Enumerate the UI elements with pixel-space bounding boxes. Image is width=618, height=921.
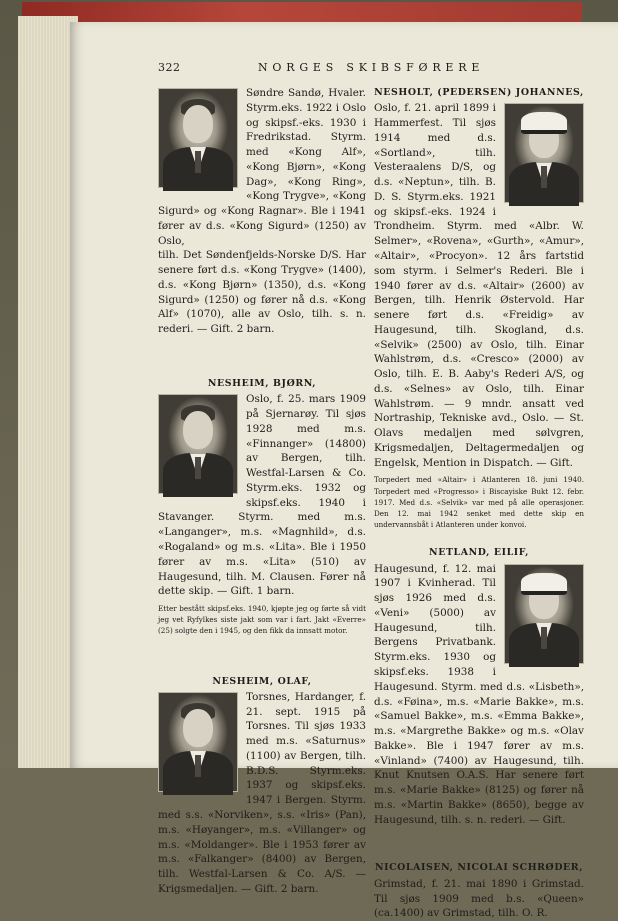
portrait-photo <box>158 88 238 188</box>
entry-nesholt-johannes <box>374 86 584 530</box>
book-page <box>70 22 618 920</box>
entry-name: NESHEIM, OLAF, <box>212 675 312 687</box>
entry-name: NESHEIM, BJØRN, <box>207 378 317 390</box>
entry-text: Oslo, f. 25. mars 1909 på Sjernarøy. Til sjøs 1928 med m.s. «Finnanger» (14800) av Bergen, tilh. Westfal-Larsen & Co. Styrm.eks. 1932 og skipsf.eks. 1940 i Stavanger. Styrm. med m.s. «Langanger», m.s. «Magnhild», d.s. «Rogaland» og m.s. «Lita». Ble i 1950 fører av m.s. «Lita» (510) av Haugesund, tilh. M. Clausen. Fører nå dette skip. — Gift. 1 barn. <box>158 393 366 598</box>
entry-unnamed <box>158 86 366 337</box>
entry-netland-eilif <box>374 546 584 827</box>
entry-text-continued: tilh. Det Søndenfjelds-Norske D/S. Har senere ført d.s. «Kong Trygve» (1400), d.s. «Kong Bjørn» (1350), d.s. «Kong Sigurd» (1250) og fører nå d.s. «Kong Alf» (1070), alle av Oslo, tilh. s. n. rederi. — Gift. 2 barn. <box>158 249 366 336</box>
entry-note: Etter bestått skipsf.eks. 1940, kjøpte jeg og førte så vidt jeg vet Ryfylkes siste jakt som var i fart. Jakt «Everre» (25) solgte den i 1945, og den fikk da innsatt motor. <box>158 604 366 636</box>
entry-note: Torpedert med «Altair» i Atlanteren 18. juni 1940. Torpedert med «Progresso» i Biscayiske Bukt 12. febr. 1917. Med d.s. «Selvik» var med på alle operasjoner. Den 12. mai 1942 senket med dette skip en undervannsbåt i Atlanteren under konvoi. <box>374 475 584 530</box>
entry-text: Haugesund, f. 12. mai 1907 i Kvinherad. Til sjøs 1926 med d.s. «Veni» (5000) av Haugesund, tilh. Bergens Privatbank. Styrm.eks. 1930 og skipsf.eks. 1938 i Haugesund. Styrm. med d.s. «Lisbeth», d.s. «Føina», m.s. «Marie Bakke», m.s. «Samuel Bakke», m.s. «Emma Bakke», m.s. «Margrethe Bakke» og m.s. «Olav Bakke». Ble i 1947 fører av m.s. «Vinland» (7400) av Haugesund, tilh. Knut Knutsen O.A.S. Har senere ført m.s. «Marie Bakke» (8125) og fører nå m.s. «Martin Bakke» (8650), begge av Haugesund, tilh. s. n. rederi. — Gift. <box>374 562 584 826</box>
entry-nesheim-olaf <box>158 675 366 897</box>
entry-nicolaisen-nicolai <box>374 861 584 921</box>
page-edges <box>18 16 78 768</box>
running-title: NORGES SKIBSFØRERE <box>258 61 485 74</box>
entry-text: Grimstad, f. 21. mai 1890 i Grimstad. Til sjøs 1909 med b.s. «Queen» (ca.1400) av Grimstad, tilh. O. R. <box>374 877 584 920</box>
entry-name: NICOLAISEN, NICOLAI SCHRØDER, <box>374 862 584 874</box>
entry-name: NETLAND, EILIF, <box>429 547 529 559</box>
entry-text: Søndre Sandø, Hvaler. Styrm.eks. 1922 i Oslo og skipsf.-eks. 1930 i Fredrikstad. Styrm. med «Kong Alf», «Kong Bjørn», «Kong Dag», «Kong Ring», «Kong Trygve», «Kong Sigurd» og «Kong Ragnar». Ble i 1941 fører av d.s. «Kong Sigurd» (1250) av Oslo, <box>158 87 366 247</box>
portrait-photo <box>504 103 584 203</box>
entry-nesheim-bjorn <box>158 377 366 637</box>
page-number: 322 <box>158 61 181 74</box>
portrait-photo <box>504 564 584 664</box>
entry-name: NESHOLT, (PEDERSEN) JOHANNES, <box>374 87 584 98</box>
portrait-photo <box>158 692 238 792</box>
entry-text: Oslo, f. 21. april 1899 i Hammerfest. Til sjøs 1914 med d.s. «Sortland», tilh. Vesteraalens D/S, og d.s. «Neptun», tilh. B. D. S. Styrm.eks. 1921 og skipsf.-eks. 1924 i Trondheim. Styrm. med «Albr. W. Selmer», «Rovena», «Gurth», «Amur», «Altair», «Procyon». 12 års fartstid som styrm. i Selmer's Rederi. Ble i 1940 fører av d.s. «Altair» (2600) av Bergen, tilh. Henrik Østervold. Har senere ført d.s. «Freidig» av Haugesund, tilh. Skogland, d.s. «Selvik» (2500) av Oslo, tilh. Einar Wahlstrøm, d.s. «Cresco» (2000) av Oslo, tilh. E. B. Aaby's Rederi A/S, og d.s. «Selnes» av Oslo, tilh. Einar Wahlstrøm. — 9 mndr. ansatt ved Nortraship, Tekniske avd., Oslo. — St. Olavs medaljen med sølvgren, Krigsmedaljen, Deltagermedaljen og Engelsk, Mention in Dispatch. — Gift. <box>374 102 584 469</box>
right-column <box>374 86 584 921</box>
book-cover-edge <box>22 2 583 22</box>
left-column <box>158 86 366 897</box>
entry-text: Torsnes, Hardanger, f. 21. sept. 1915 på Torsnes. Til sjøs 1933 med m.s. «Saturnus» (1100) av Bergen, tilh. B.D.S. Styrm.eks. 1937 og skipsf.eks. 1947 i Bergen. Styrm. med s.s. «Norviken», s.s. «Iris» (Pan), m.s. «Høyanger», m.s. «Villanger» og m.s. «Moldanger». Ble i 1953 fører av m.s. «Falkanger» (8400) av Bergen, tilh. Westfal-Larsen & Co. A/S. — Krigsmedaljen. — Gift. 2 barn. <box>158 690 366 895</box>
portrait-photo <box>158 394 238 494</box>
